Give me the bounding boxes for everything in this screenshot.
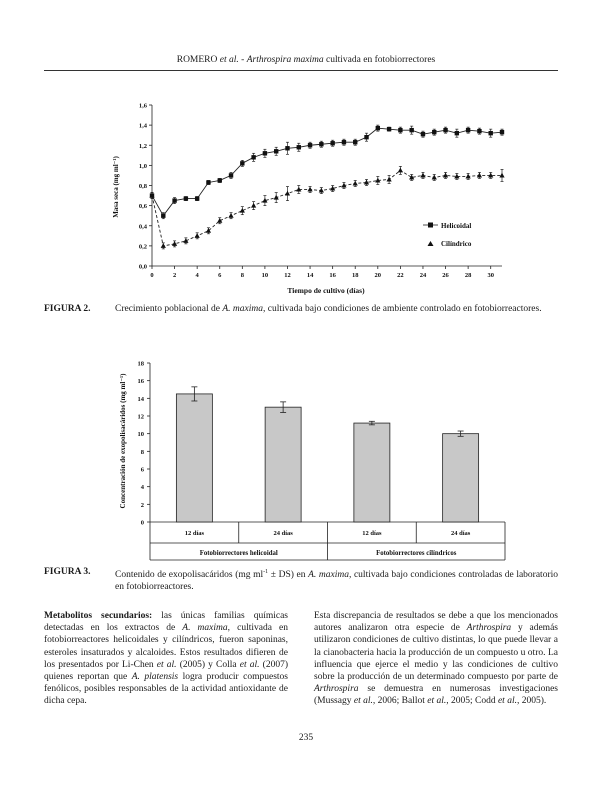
- category-label: 12 días: [362, 530, 382, 537]
- data-point: [172, 241, 177, 246]
- data-point: [364, 135, 368, 139]
- running-header: ROMERO et al. - Arthrospira maxima cultivada en fotobiorrectores: [176, 55, 436, 65]
- x-tick-label: 22: [397, 272, 404, 279]
- y-tick-label: 6: [140, 466, 144, 474]
- data-point: [386, 177, 391, 182]
- category-label: 24 días: [450, 530, 471, 537]
- bar: [354, 423, 390, 522]
- x-tick-label: 28: [464, 272, 472, 279]
- x-tick-label: 8: [240, 272, 244, 279]
- x-tick-label: 30: [487, 272, 494, 279]
- data-point: [195, 233, 200, 238]
- data-point: [274, 149, 278, 153]
- data-point: [319, 142, 323, 146]
- x-tick-label: 0: [150, 272, 154, 279]
- y-tick-label: 12: [137, 413, 144, 421]
- y-tick-label: 10: [137, 431, 144, 439]
- data-point: [353, 181, 358, 186]
- body-text-right-column: Esta discrepancia de resultados se debe a que los mencionados autores analizaron otra especie de Arthrospira y además utilizaron condiciones de cultivo distintas, lo que puede llevar a la cianobacteria hacia la producción de un compuesto u otro. La influencia que ejerce el medio y las condiciones de cultivo sobre la producción de un determinado compuesto por parte de Arthrospira se demuestra en numerosas investigaciones (Mussagy et al., 2006; Ballot et al., 2005; Codd et al., 2005).: [314, 611, 558, 707]
- bar: [176, 394, 212, 522]
- group-label: Fotobiorrectores cilíndricos: [376, 550, 457, 557]
- y-tick-label: 2: [140, 501, 144, 509]
- data-point: [420, 173, 425, 178]
- x-tick-label: 4: [195, 272, 199, 279]
- category-label: 12 días: [184, 530, 205, 537]
- group-label: Fotobiorrectores helicoidal: [199, 550, 278, 557]
- data-point: [409, 128, 413, 132]
- y-axis-label: Masa seca (mg ml⁻¹): [112, 156, 120, 218]
- data-point: [172, 198, 176, 202]
- figure-3-caption: FIGURA 3. Contenido de exopolisacáridos (mg $ml^{-1} \pm DS$) en A. maxima, cultivada bajo condiciones controladas de laboratorio en fotobiorreactores.: [44, 567, 558, 593]
- data-point: [206, 180, 210, 184]
- body-text-left-column: Metabolitos secundarios: las únicas familias químicas detectadas en los extractos de A. maxima, cultivada en fotobiorreactores helicoidales y cilíndricos, fueron saponinas, esteroles insaturados y alcaloides. Estos resultados difieren de los presentados por Li-Chen et al. (2005) y Colla et al. (2007) quienes reportan que A. platensis logra producir compuestos fenólicos, posibles responsables de la actividad antioxidante de dicha cepa.: [44, 611, 289, 707]
- series-line-helicoidal: [152, 128, 502, 216]
- legend-label-cilindrico: Cilíndrico: [441, 240, 472, 248]
- data-point: [398, 128, 402, 132]
- y-tick-label: 0,0: [138, 263, 147, 271]
- page-number: 235: [298, 733, 314, 743]
- data-point: [353, 140, 357, 144]
- data-point: [195, 196, 199, 200]
- data-point: [432, 175, 437, 180]
- x-tick-label: 12: [284, 272, 291, 279]
- data-point: [330, 141, 334, 145]
- x-tick-label: 24: [419, 272, 427, 279]
- data-point: [285, 146, 289, 150]
- y-tick-label: 0,2: [138, 243, 147, 251]
- x-tick-label: 6: [218, 272, 222, 279]
- figure-2-caption: FIGURA 2. Crecimiento poblacional de A. maxima, cultivada bajo condiciones de ambiente controlado en fotobiorreactores.: [44, 304, 542, 314]
- data-point: [342, 140, 346, 144]
- x-tick-label: 10: [261, 272, 269, 279]
- data-point: [297, 145, 301, 149]
- x-tick-label: 2: [172, 272, 177, 279]
- figure-3-label: FIGURA 3.: [44, 567, 91, 577]
- data-point: [285, 191, 290, 196]
- data-point: [161, 213, 165, 217]
- data-point: [240, 161, 244, 165]
- data-point: [500, 130, 504, 134]
- data-point: [229, 173, 233, 177]
- figure-2-line-chart: [0, 0, 612, 300]
- y-tick-label: 0: [140, 519, 144, 527]
- data-point: [308, 143, 312, 147]
- x-tick-label: 14: [306, 272, 314, 279]
- data-point: [443, 173, 448, 178]
- x-tick-label: 20: [374, 272, 382, 279]
- y-tick-label: 14: [137, 395, 144, 403]
- data-point: [466, 128, 470, 132]
- data-point: [228, 213, 233, 218]
- data-point: [263, 151, 267, 155]
- bar: [443, 434, 479, 522]
- x-axis-label: Tiempo de cultivo (días): [287, 286, 365, 295]
- data-point: [387, 127, 391, 131]
- data-point: [432, 130, 436, 134]
- data-point: [307, 187, 312, 192]
- y-tick-label: 1,6: [138, 102, 147, 110]
- category-label: 24 días: [273, 530, 293, 537]
- data-point: [489, 131, 493, 135]
- data-point: [184, 196, 188, 200]
- data-point: [477, 129, 481, 133]
- y-tick-label: 1,0: [138, 162, 147, 170]
- y-axis-label: Concentración de exopolisacáridos (mg ml⁻¹): [119, 373, 127, 509]
- y-tick-label: 16: [137, 378, 144, 386]
- x-tick-label: 26: [442, 272, 449, 279]
- y-tick-label: 18: [137, 360, 144, 368]
- data-point: [376, 126, 380, 130]
- data-point: [218, 178, 222, 182]
- x-tick-label: 18: [351, 272, 359, 279]
- data-point: [421, 132, 425, 136]
- figure-2-label: FIGURA 2.: [44, 304, 91, 314]
- series-line-cilíndrico: [152, 170, 502, 245]
- data-point: [477, 173, 482, 178]
- y-tick-label: 0,6: [138, 203, 147, 211]
- data-point: [443, 128, 447, 132]
- y-tick-label: 4: [140, 484, 144, 492]
- legend-marker-cilindrico: [428, 241, 434, 246]
- y-tick-label: 0,4: [138, 223, 147, 231]
- data-point: [161, 243, 166, 248]
- legend-label-helicoidal: Helicoidal: [441, 222, 472, 230]
- data-point: [398, 168, 403, 173]
- data-point: [251, 155, 255, 159]
- y-tick-label: 8: [140, 448, 144, 456]
- legend-marker-helicoidal: [428, 223, 433, 228]
- x-tick-label: 16: [329, 272, 336, 279]
- bar: [265, 407, 301, 522]
- data-point: [251, 203, 256, 208]
- y-tick-label: 1,2: [138, 142, 147, 150]
- data-point: [455, 131, 459, 135]
- figure-3-bar-chart: [0, 350, 612, 650]
- y-tick-label: 1,4: [138, 122, 147, 130]
- y-tick-label: 0,8: [138, 183, 147, 190]
